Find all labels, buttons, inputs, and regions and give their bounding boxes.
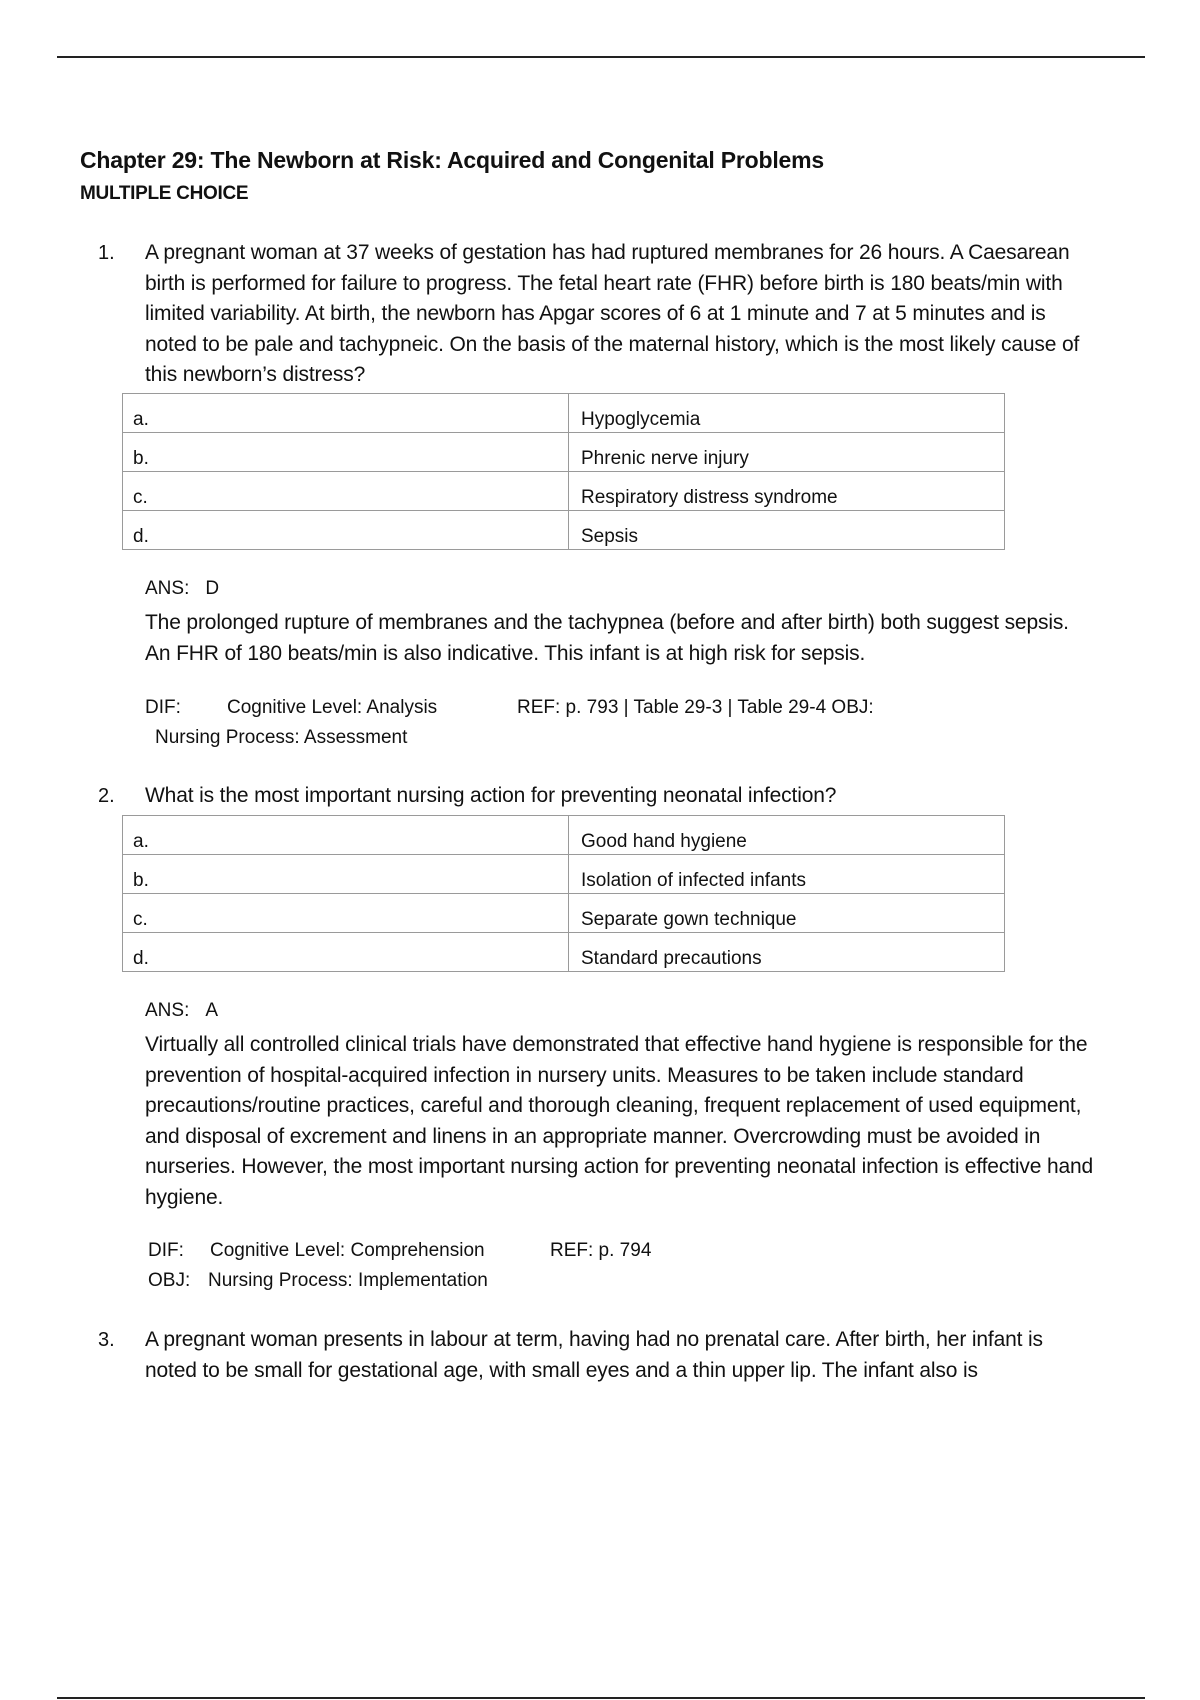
rationale-text: The prolonged rupture of membranes and the tachypnea (before and after birth) both suggest sepsis. An FHR of 180 beats/min is also indicative. This infant is at high risk for sepsis. (145, 611, 1069, 665)
option-row[interactable] (123, 394, 1005, 433)
answer-value: D (205, 578, 220, 599)
answer-value: A (205, 1000, 219, 1021)
option-text: Good hand hygiene (569, 816, 1005, 855)
option-text: Hypoglycemia (569, 394, 1005, 433)
option-letter: d. (123, 933, 569, 972)
cognitive-level: Cognitive Level: Comprehension (210, 1240, 485, 1261)
option-text: Isolation of infected infants (569, 855, 1005, 894)
option-row[interactable] (123, 433, 1005, 472)
option-text: Sepsis (569, 511, 1005, 550)
question-text: What is the most important nursing action for preventing neonatal infection? (145, 784, 837, 807)
top-rule (57, 56, 1145, 58)
option-text: Phrenic nerve injury (569, 433, 1005, 472)
option-row[interactable] (123, 894, 1005, 933)
option-row[interactable] (123, 933, 1005, 972)
option-letter: b. (123, 433, 569, 472)
question-text: A pregnant woman at 37 weeks of gestation has had ruptured membranes for 26 hours. A Caesarean birth is performed for failure to progress. The fetal heart rate (FHR) before birth is 180 beats/min with limited variability. At birth, the newborn has Apgar scores of 6 at 1 minute and 7 at 5 minutes and is noted to be pale and tachypneic. On the basis of the maternal history, which is the most likely cause of this newborn’s distress? (145, 241, 1080, 386)
obj-label: OBJ: (148, 1270, 191, 1291)
rationale-text: Virtually all controlled clinical trials have demonstrated that effective hand hygiene is responsible for the prevention of hospital-acquired infection in nursery units. Measures to be taken include standard precautions/routine practices, careful and thorough cleaning, frequent replacement of used equipment, and disposal of excrement and linens in an appropriate manner. Overcrowding must be avoided in nurseries. However, the most important nursing action for preventing neonatal infection is effective hand hygiene. (145, 1033, 1094, 1209)
option-letter: a. (123, 394, 569, 433)
option-row[interactable] (123, 472, 1005, 511)
bottom-rule (57, 1697, 1145, 1699)
reference: REF: p. 793 | Table 29-3 | Table 29-4 OBJ: (517, 697, 874, 718)
option-letter: b. (123, 855, 569, 894)
answer-line (145, 578, 219, 600)
option-letter: d. (123, 511, 569, 550)
question-number: 1. (98, 242, 115, 264)
option-text: Standard precautions (569, 933, 1005, 972)
option-row[interactable] (123, 816, 1005, 855)
option-text: Respiratory distress syndrome (569, 472, 1005, 511)
question-number: 2. (98, 785, 115, 807)
question-number: 3. (98, 1329, 115, 1351)
options-table (122, 393, 1005, 550)
chapter-title: Chapter 29: The Newborn at Risk: Acquired and Congenital Problems (80, 147, 824, 173)
question-text: A pregnant woman presents in labour at term, having had no prenatal care. After birth, her infant is noted to be small for gestational age, with small eyes and a thin upper lip. The infant also is (145, 1328, 1043, 1382)
dif-label: DIF: (145, 697, 181, 718)
answer-label: ANS: (145, 1000, 190, 1021)
answer-label: ANS: (145, 578, 190, 599)
option-letter: c. (123, 894, 569, 933)
options-table (122, 815, 1005, 972)
option-text: Separate gown technique (569, 894, 1005, 933)
option-letter: c. (123, 472, 569, 511)
cognitive-level: Cognitive Level: Analysis (227, 697, 438, 718)
option-row[interactable] (123, 855, 1005, 894)
section-title: MULTIPLE CHOICE (80, 183, 249, 204)
nursing-process: Nursing Process: Assessment (155, 727, 408, 748)
reference: REF: p. 794 (550, 1240, 652, 1261)
option-letter: a. (123, 816, 569, 855)
nursing-process: Nursing Process: Implementation (208, 1270, 488, 1291)
answer-line (145, 1000, 218, 1022)
option-row[interactable] (123, 511, 1005, 550)
dif-label: DIF: (148, 1240, 184, 1261)
